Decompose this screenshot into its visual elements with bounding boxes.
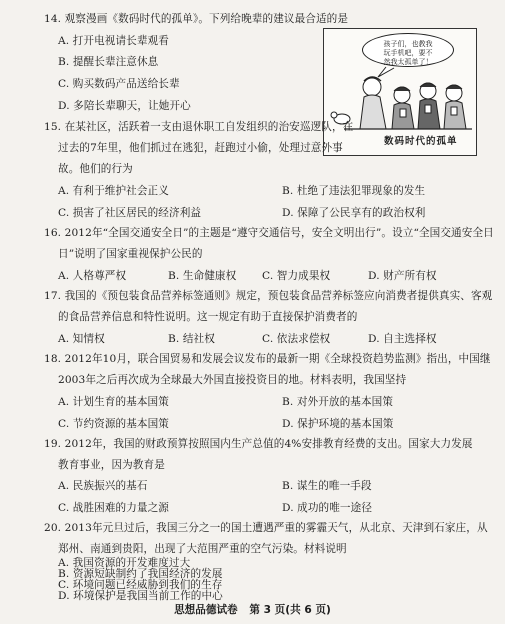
q20-stem-line-2: 郑州、南通到贵阳，出现了大范围严重的空气污染。材料说明: [58, 543, 347, 555]
q18-option-c: C. 节约资源的基本国策: [58, 418, 170, 430]
q19-option-c: C. 战胜困难的力量之源: [58, 502, 170, 514]
q14-option-d: D. 多陪长辈聊天，让她开心: [58, 100, 191, 112]
q17-option-c: C. 依法求偿权: [262, 333, 331, 345]
footer-subject: 思想品德试卷: [174, 604, 238, 616]
bubble-line-2: 玩手机吧，要不: [383, 49, 433, 57]
q18-stem-line-1: 18. 2012年10月，联合国贸易和发展会议发布的最新一期《全球投资趋势监测》指出，中国继: [44, 353, 491, 365]
q15-stem-line-1: 15. 在某社区，活跃着一支由退休职工自发组织的治安巡逻队，在: [44, 121, 354, 133]
q14-option-b: B. 提醒长辈注意休息: [58, 56, 159, 68]
bubble-line-1: 孩子们，也教我: [383, 40, 433, 48]
cartoon-caption: 数码时代的孤单: [384, 136, 458, 147]
q17-option-a: A. 知情权: [58, 333, 105, 345]
q19-option-d: D. 成功的唯一途径: [282, 502, 373, 514]
q20-option-a: A. 我国资源的开发难度过大: [58, 557, 191, 569]
q15-stem-line-3: 故。他们的行为: [58, 163, 133, 175]
q18-stem-line-2: 2003年之后再次成为全球最大外国直接投资目的地。材料表明，我国坚持: [58, 374, 407, 386]
q14-option-c: C. 购买数码产品送给长辈: [58, 78, 180, 90]
q19-stem-line-1: 19. 2012年，我国的财政预算按照国内生产总值的4%安排教育经费的支出。国家大力发展: [44, 438, 473, 450]
q16-option-d: D. 财产所有权: [368, 270, 437, 282]
q16-option-b: B. 生命健康权: [168, 270, 237, 282]
q15-option-a: A. 有利于维护社会正义: [58, 185, 169, 197]
cartoon-illustration: [323, 28, 477, 156]
q15-stem-line-2: 过去的7年里，他们抓过在逃犯，赶跑过小偷，处理过意外事: [58, 142, 343, 154]
q20-stem-line-1: 20. 2013年元旦过后，我国三分之一的国土遭遇严重的雾霾天气，从北京、天津到石家庄，从: [44, 522, 488, 534]
q15-option-c: C. 损害了社区居民的经济利益: [58, 207, 202, 219]
q18-option-b: B. 对外开放的基本国策: [282, 396, 394, 408]
q16-stem-line-1: 16. 2012年“全国交通安全日”的主题是“遵守交通信号，安全文明出行”。设立“全国交通安全日: [44, 227, 494, 239]
q17-stem-line-2: 的食品营养信息和特性说明。这一规定有助于直接保护消费者的: [58, 311, 358, 323]
q19-stem-line-2: 教育事业，因为教育是: [58, 459, 165, 471]
q20-option-c: C. 环境问题已经威胁到我们的生存: [58, 579, 223, 591]
q17-stem-line-1: 17. 我国的《预包装食品营养标签通则》规定，预包装食品营养标签应向消费者提供真实、客观: [44, 290, 493, 302]
q20-option-b: B. 资源短缺制约了我国经济的发展: [58, 568, 223, 580]
q15-option-d: D. 保障了公民享有的政治权利: [282, 207, 426, 219]
q16-option-a: A. 人格尊严权: [58, 270, 127, 282]
q17-option-d: D. 自主选择权: [368, 333, 437, 345]
page-footer: [0, 602, 505, 617]
q19-option-b: B. 谋生的唯一手段: [282, 480, 372, 492]
q19-option-a: A. 民族振兴的基石: [58, 480, 148, 492]
q14-stem: 14. 观察漫画《数码时代的孤单》。下列给晚辈的建议最合适的是: [44, 13, 349, 25]
footer-page-number: 第 3 页(共 6 页): [249, 604, 331, 616]
q14-option-a: A. 打开电视请长辈观看: [58, 35, 169, 47]
q18-option-d: D. 保护环境的基本国策: [282, 418, 394, 430]
q16-stem-line-2: 日”说明了国家重视保护公民的: [58, 248, 203, 260]
q16-option-c: C. 智力成果权: [262, 270, 331, 282]
q18-option-a: A. 计划生育的基本国策: [58, 396, 169, 408]
q17-option-b: B. 结社权: [168, 333, 215, 345]
q20-option-d: D. 环境保护是我国当前工作的中心: [58, 590, 223, 602]
q15-option-b: B. 杜绝了违法犯罪现象的发生: [282, 185, 426, 197]
bubble-line-3: 然我太孤单了！: [383, 58, 433, 66]
